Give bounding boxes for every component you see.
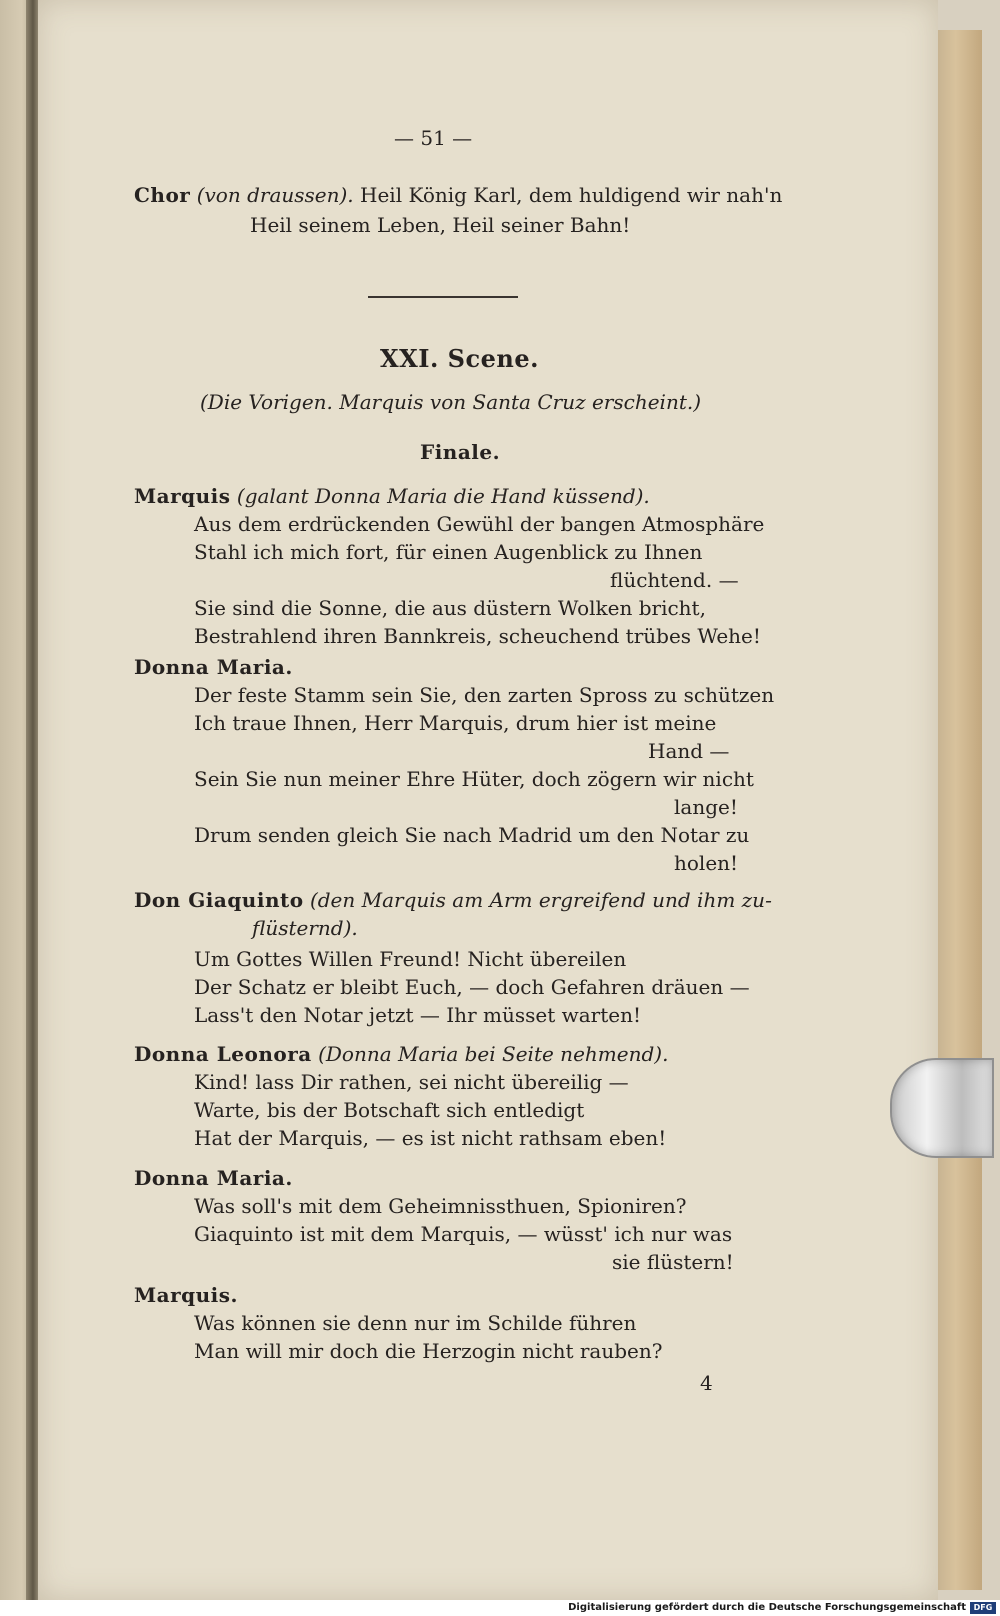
verse-line: Warte, bis der Botschaft sich entledigt [194,1098,585,1122]
speaker-name: Donna Maria. [134,1166,293,1190]
verse-line: Ich traue Ihnen, Herr Marquis, drum hier ist meine [194,711,717,735]
verse-line: Giaquinto ist mit dem Marquis, — wüsst' ich nur was [194,1222,733,1246]
speaker-line [134,888,772,912]
section-divider [368,296,518,298]
speaker-name: Donna Leonora [134,1042,312,1066]
verse-line: Hand — [648,739,730,763]
digitization-footer [0,1600,1000,1616]
speaker-name: Don Giaquinto [134,888,304,912]
verse-line: Der feste Stamm sein Sie, den zarten Spross zu schützen [194,683,775,707]
page-number: — 51 — [394,126,473,150]
verse-line: sie flüstern! [612,1250,734,1274]
signature-mark: 4 [700,1371,713,1395]
verse-line: Bestrahlend ihren Bannkreis, scheuchend trübes Wehe! [194,624,761,648]
verse-line: Hat der Marquis, — es ist nicht rathsam eben! [194,1126,667,1150]
verse-line: lange! [674,795,738,819]
verse-line: Man will mir doch die Herzogin nicht rauben? [194,1339,663,1363]
scene-title: XXI. Scene. [380,344,539,373]
verse-line: flüchtend. — [610,568,739,592]
scene-subtitle: Finale. [420,440,501,464]
stage-direction: (den Marquis am Arm ergreifend und ihm zu- [309,888,772,912]
verse-line: Lass't den Notar jetzt — Ihr müsset warten! [194,1003,641,1027]
speaker-name: Donna Maria. [134,655,293,679]
stage-direction: (galant Donna Maria die Hand küssend). [236,484,650,508]
verse-line: Heil seinem Leben, Heil seiner Bahn! [250,213,631,237]
speaker-name: Marquis. [134,1283,238,1307]
verse-line: Aus dem erdrückenden Gewühl der bangen Atmosphäre [194,512,765,536]
stage-direction: (von draussen). [196,183,354,207]
speaker-line [134,1042,668,1066]
verse-line: Sein Sie nun meiner Ehre Hüter, doch zögern wir nicht [194,767,754,791]
verse-line: Kind! lass Dir rathen, sei nicht übereilig — [194,1070,629,1094]
verse-line: Stahl ich mich fort, für einen Augenblick zu Ihnen [194,540,703,564]
footer-text: Digitalisierung gefördert durch die Deutsche Forschungsgemeinschaft [568,1602,966,1613]
speaker-name: Chor [134,183,191,207]
verse-line: Was können sie denn nur im Schilde führen [194,1311,637,1335]
stage-direction: (Donna Maria bei Seite nehmend). [318,1042,669,1066]
verse-line: Was soll's mit dem Geheimnissthuen, Spioniren? [194,1194,687,1218]
speaker-name: Marquis [134,484,231,508]
verse-line: holen! [674,851,739,875]
speaker-line [134,183,782,207]
dfg-logo-icon: DFG [970,1602,996,1614]
stage-direction: flüsternd). [252,916,358,940]
verse-line: Um Gottes Willen Freund! Nicht übereilen [194,947,627,971]
verse-line: Drum senden gleich Sie nach Madrid um den Notar zu [194,823,750,847]
verse-line: Sie sind die Sonne, die aus düstern Wolken bricht, [194,596,706,620]
verse-line: Heil König Karl, dem huldigend wir nah'n [360,183,783,207]
scene-direction: (Die Vorigen. Marquis von Santa Cruz erscheint.) [200,390,702,414]
verse-line: Der Schatz er bleibt Euch, — doch Gefahren dräuen — [194,975,750,999]
speaker-line [134,484,650,508]
